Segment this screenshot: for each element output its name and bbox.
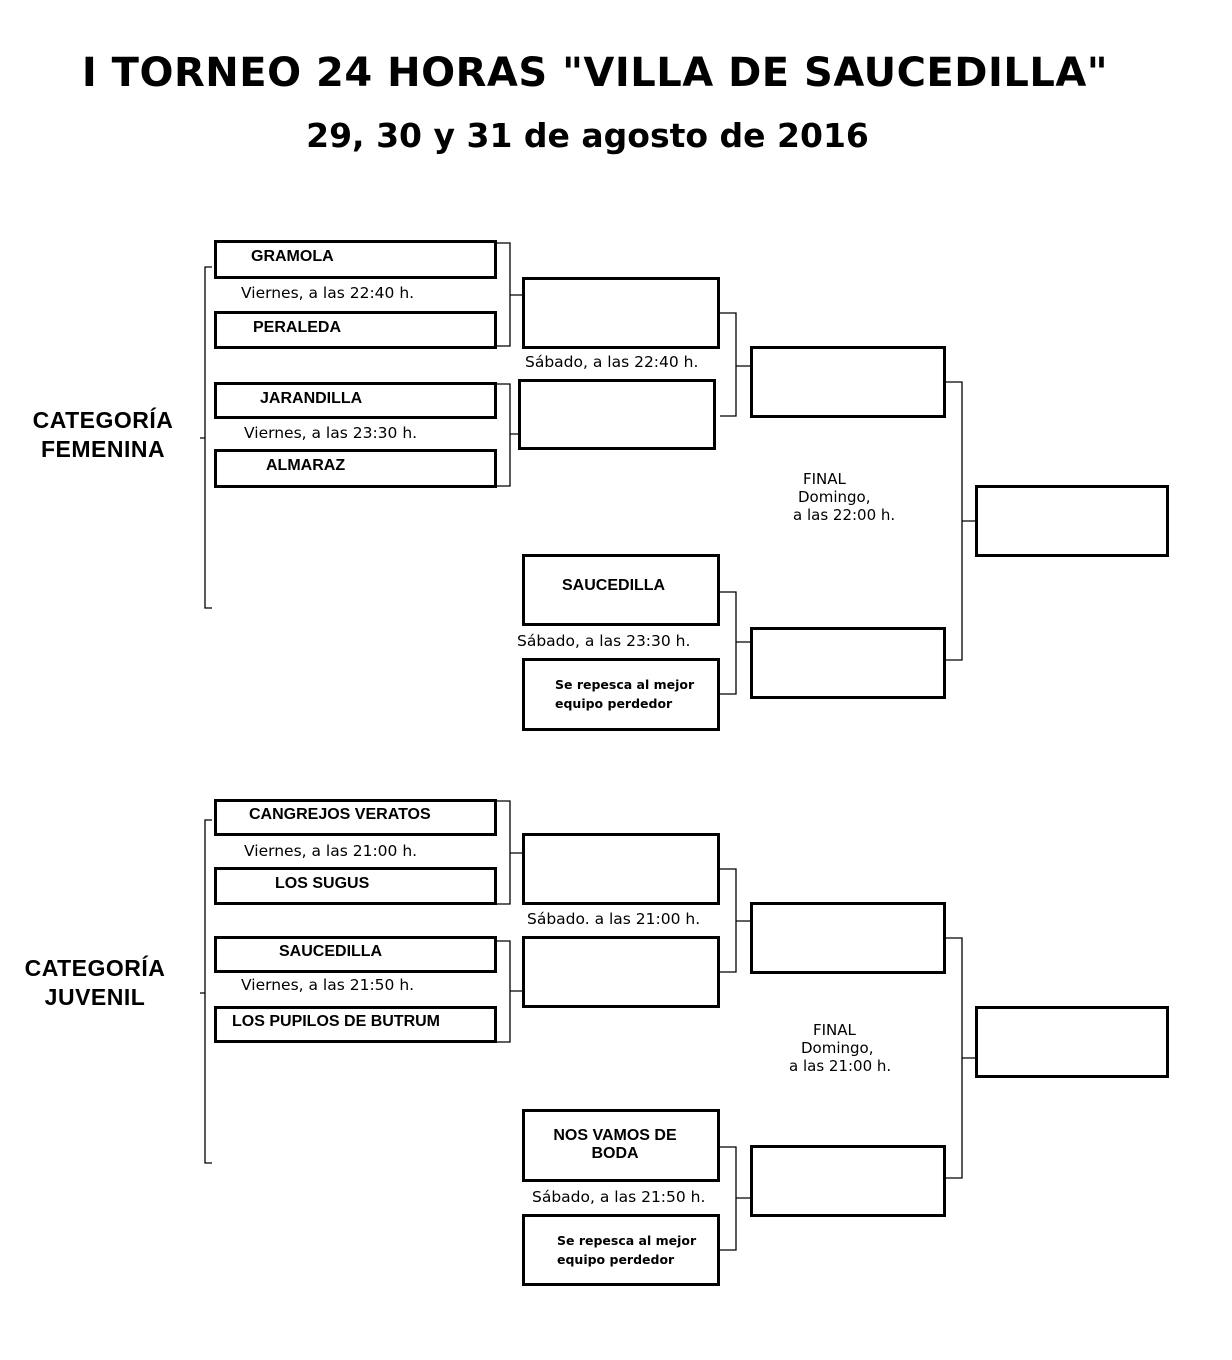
team-name: LOS SUGUS — [275, 875, 370, 892]
team-name: ALMARAZ — [266, 457, 346, 474]
connector-final-femenina — [946, 382, 975, 660]
team-box-cangrejos-veratos — [214, 799, 497, 836]
final-slot-juvenil-1 — [750, 902, 946, 974]
final-day: Domingo, — [801, 1039, 874, 1057]
team-box-jarandilla — [214, 382, 497, 419]
final-info-femenina — [793, 470, 895, 524]
champion-slot-juvenil — [975, 1006, 1169, 1078]
team-name: SAUCEDILLA — [562, 577, 666, 594]
semifinal-slot-femenina-1 — [522, 277, 720, 349]
repesca-line-2: equipo perdedor — [557, 1252, 675, 1267]
category-line-1: CATEGORÍA — [24, 955, 166, 981]
final-time: a las 21:00 h. — [789, 1057, 892, 1075]
team-name: LOS PUPILOS DE BUTRUM — [232, 1013, 441, 1030]
connector-saucedilla-pupilos — [497, 941, 523, 1042]
category-label-femenina — [18, 406, 188, 464]
page-subtitle: 29, 30 y 31 de agosto de 2016 — [306, 116, 869, 155]
team-name: PERALEDA — [253, 319, 342, 336]
team-name: CANGREJOS VERATOS — [249, 806, 431, 823]
final-slot-femenina-2 — [750, 627, 946, 699]
final-label: FINAL — [813, 1021, 856, 1039]
match-time-juvenil-q2: Viernes, a las 21:50 h. — [241, 976, 415, 994]
team-box-gramola — [214, 240, 497, 279]
match-time-femenina-q2: Viernes, a las 23:30 h. — [244, 424, 418, 442]
repesca-line-1: Se repesca al mejor — [557, 1233, 697, 1248]
semifinal-slot-juvenil-2 — [522, 936, 720, 1008]
final-label: FINAL — [803, 470, 846, 488]
team-name-line-1: NOS VAMOS DE — [553, 1127, 677, 1144]
final-info-juvenil — [789, 1021, 891, 1075]
final-time: a las 22:00 h. — [793, 506, 896, 524]
final-slot-femenina-1 — [750, 346, 946, 418]
match-time-femenina-s2: Sábado, a las 23:30 h. — [517, 632, 691, 650]
team-name-line-2: BODA — [591, 1145, 639, 1162]
repesca-line-2: equipo perdedor — [555, 696, 673, 711]
connector-saucedilla-repesca — [720, 592, 750, 694]
semifinal-slot-femenina-2 — [518, 379, 716, 450]
repesca-line-1: Se repesca al mejor — [555, 677, 695, 692]
repesca-box-femenina — [522, 658, 720, 731]
connector-gramola-peraleda — [497, 243, 523, 346]
category-bracket-juvenil — [200, 820, 212, 1163]
page-title: I TORNEO 24 HORAS "VILLA DE SAUCEDILLA" — [81, 50, 1109, 96]
team-name: SAUCEDILLA — [279, 943, 383, 960]
semifinal-slot-juvenil-1 — [522, 833, 720, 905]
team-box-saucedilla-femenina — [522, 554, 720, 626]
team-box-los-pupilos-de-butrum — [214, 1006, 497, 1043]
category-label-juvenil — [10, 954, 180, 1012]
category-line-2: FEMENINA — [40, 436, 166, 462]
champion-slot-femenina — [975, 485, 1169, 557]
connector-boda-repesca — [720, 1147, 750, 1250]
team-box-nos-vamos-de-boda — [522, 1109, 720, 1182]
final-day: Domingo, — [798, 488, 871, 506]
connector-semi-1 — [720, 313, 750, 416]
match-time-juvenil-q1: Viernes, a las 21:00 h. — [244, 842, 418, 860]
match-time-femenina-s1: Sábado, a las 22:40 h. — [525, 353, 699, 371]
category-line-1: CATEGORÍA — [32, 407, 174, 433]
category-bracket-femenina — [200, 267, 212, 608]
match-time-juvenil-s1: Sábado. a las 21:00 h. — [527, 910, 701, 928]
team-box-peraleda — [214, 311, 497, 349]
team-box-saucedilla-juvenil — [214, 936, 497, 973]
team-box-los-sugus — [214, 867, 497, 905]
team-box-almaraz — [214, 449, 497, 488]
match-time-juvenil-s2: Sábado, a las 21:50 h. — [532, 1188, 706, 1206]
repesca-box-juvenil — [522, 1214, 720, 1286]
category-line-2: JUVENIL — [44, 984, 146, 1010]
match-time-femenina-q1: Viernes, a las 22:40 h. — [241, 284, 415, 302]
final-slot-juvenil-2 — [750, 1145, 946, 1217]
team-name: JARANDILLA — [260, 390, 363, 407]
team-name: GRAMOLA — [251, 248, 334, 265]
connector-final-juvenil — [946, 938, 975, 1178]
connector-semi-2 — [720, 869, 750, 972]
connector-cangrejos-sugus — [497, 801, 523, 904]
